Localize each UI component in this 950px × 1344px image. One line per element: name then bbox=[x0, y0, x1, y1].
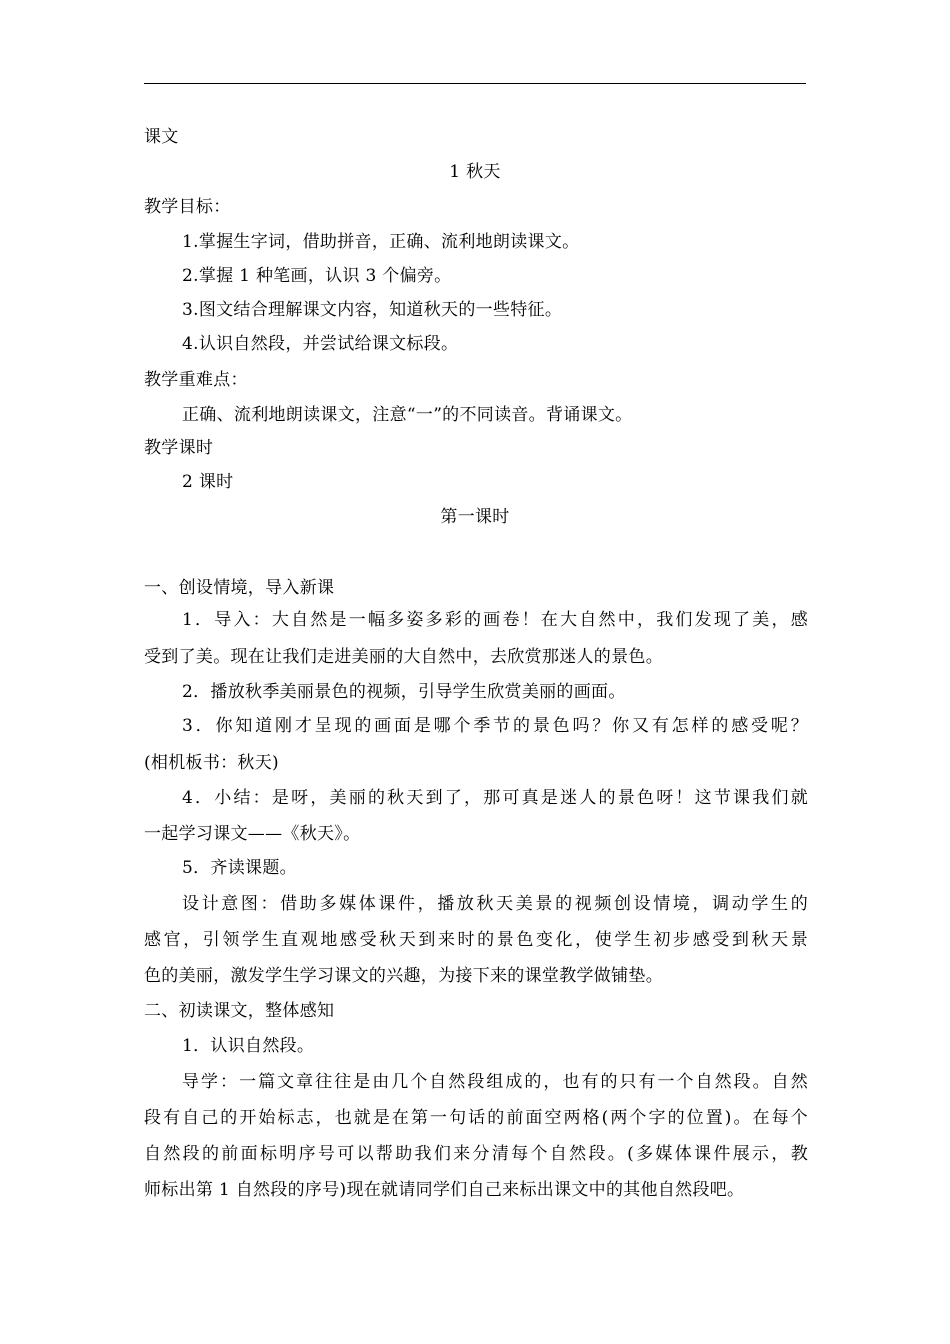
paragraph-line: 设计意图：借助多媒体课件，播放秋天美景的视频创设情境，调动学生的 bbox=[182, 894, 808, 914]
objective-item: 2.掌握 1 种笔画，认识 3 个偏旁。 bbox=[182, 266, 452, 286]
paragraph-line: 段有自己的开始标志，也就是在第一句话的前面空两格(两个字的位置)。在每个 bbox=[144, 1108, 808, 1128]
paragraph-line: 导学：一篇文章往往是由几个自然段组成的，也有的只有一个自然段。自然 bbox=[182, 1072, 808, 1092]
key-points-text: 正确、流利地朗读课文，注意“一”的不同读音。背诵课文。 bbox=[182, 405, 633, 425]
paragraph-line: 1．导入：大自然是一幅多姿多彩的画卷！在大自然中，我们发现了美，感 bbox=[182, 610, 808, 630]
objective-item: 3.图文结合理解课文内容，知道秋天的一些特征。 bbox=[182, 300, 563, 320]
paragraph-line: 3．你知道刚才呈现的画面是哪个季节的景色吗？你又有怎样的感受呢？ bbox=[182, 716, 808, 736]
paragraph-line: 感官，引领学生直观地感受秋天到来时的景色变化，使学生初步感受到秋天景 bbox=[144, 930, 808, 950]
paragraph-line: 一起学习课文——《秋天》。 bbox=[144, 824, 361, 844]
paragraph-line: 自然段的前面标明序号可以帮助我们来分清每个自然段。(多媒体课件展示，教 bbox=[144, 1144, 808, 1164]
paragraph-line: (相机板书：秋天) bbox=[144, 753, 279, 773]
paragraph-line: 受到了美。现在让我们走进美丽的大自然中，去欣赏那迷人的景色。 bbox=[144, 647, 663, 667]
paragraph-line: 1．认识自然段。 bbox=[182, 1036, 315, 1056]
lesson-heading: 第一课时 bbox=[440, 507, 510, 527]
lesson-title: 1 秋天 bbox=[449, 162, 501, 182]
paragraph-line: 4．小结：是呀，美丽的秋天到了，那可真是迷人的景色呀！这节课我们就 bbox=[182, 788, 808, 808]
hours-heading: 教学课时 bbox=[144, 438, 214, 458]
paragraph-line: 5．齐读课题。 bbox=[182, 858, 297, 878]
paragraph-line: 色的美丽，激发学生学习课文的兴趣，为接下来的课堂教学做铺垫。 bbox=[144, 966, 663, 986]
objective-item: 4.认识自然段，并尝试给课文标段。 bbox=[182, 334, 459, 354]
hours-text: 2 课时 bbox=[182, 472, 234, 492]
key-points-heading: 教学重难点： bbox=[144, 370, 248, 390]
doc-label: 课文 bbox=[144, 127, 179, 147]
section-heading: 一、创设情境，导入新课 bbox=[144, 578, 335, 598]
paragraph-line: 师标出第 1 自然段的序号)现在就请同学们自己来标出课文中的其他自然段吧。 bbox=[144, 1180, 745, 1200]
section-heading: 二、初读课文，整体感知 bbox=[144, 1001, 335, 1021]
paragraph-line: 2．播放秋季美丽景色的视频，引导学生欣赏美丽的画面。 bbox=[182, 682, 626, 702]
objective-item: 1.掌握生字词，借助拼音，正确、流利地朗读课文。 bbox=[182, 232, 580, 252]
header-rule bbox=[144, 83, 806, 84]
objectives-heading: 教学目标： bbox=[144, 197, 231, 217]
